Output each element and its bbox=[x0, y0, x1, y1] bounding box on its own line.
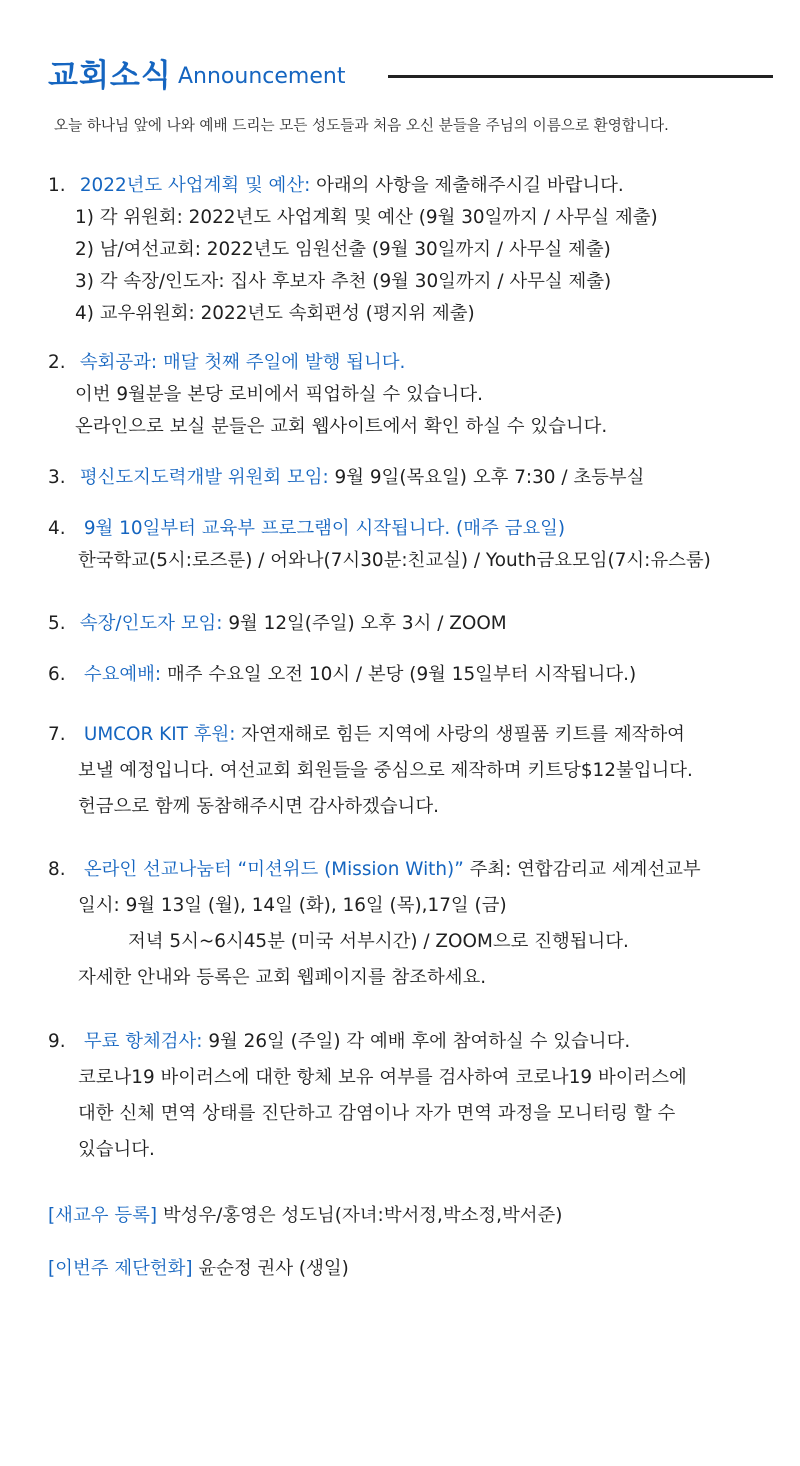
altar-flowers-text: 윤순정 권사 (생일) bbox=[192, 1258, 349, 1279]
title-divider bbox=[388, 75, 773, 78]
item-number: 4. bbox=[48, 518, 66, 539]
item-text: 9월 26일 (주일) 각 예배 후에 참여하실 수 있습니다. bbox=[202, 1031, 631, 1052]
item-subline: 코로나19 바이러스에 대한 항체 보유 여부를 검사하여 코로나19 바이러스에 bbox=[78, 1067, 687, 1088]
new-member-text: 박성우/홍영은 성도님(자녀:박서정,박소정,박서준) bbox=[157, 1205, 563, 1226]
item-subline: 자세한 안내와 등록은 교회 웹페이지를 참조하세요. bbox=[78, 967, 487, 988]
item-title: 무료 항체검사: bbox=[83, 1031, 203, 1052]
item-number: 5. bbox=[48, 613, 66, 634]
announcement-item-8 bbox=[48, 852, 778, 996]
announcement-item-3 bbox=[48, 462, 778, 494]
item-number: 9. bbox=[48, 1031, 66, 1052]
item-subline: 보낼 예정입니다. 여선교회 회원들을 중심으로 제작하며 키트당$12불입니다. bbox=[78, 760, 693, 781]
item-number: 3. bbox=[48, 467, 66, 488]
item-subline: 저녁 5시~6시45분 (미국 서부시간) / ZOOM으로 진행됩니다. bbox=[128, 931, 629, 952]
item-title: 2022년도 사업계획 및 예산: bbox=[79, 175, 311, 196]
item-number: 2. bbox=[48, 352, 66, 373]
item-number: 6. bbox=[48, 664, 66, 685]
item-subline: 3) 각 속장/인도자: 집사 후보자 추천 (9월 30일까지 / 사무실 제출) bbox=[75, 271, 612, 292]
announcement-item-5 bbox=[48, 608, 778, 640]
item-subline: 일시: 9월 13일 (월), 14일 (화), 16일 (목),17일 (금) bbox=[78, 895, 507, 916]
page-subtitle: Announcement bbox=[178, 64, 346, 89]
item-subline: 이번 9월분을 본당 로비에서 픽업하실 수 있습니다. bbox=[75, 384, 483, 405]
item-title: 9월 10일부터 교육부 프로그램이 시작됩니다. (매주 금요일) bbox=[83, 518, 566, 539]
item-title: 속회공과: 매달 첫째 주일에 발행 됩니다. bbox=[79, 352, 406, 373]
altar-flowers-label: [이번주 제단헌화] bbox=[48, 1258, 193, 1279]
item-subline: 헌금으로 함께 동참해주시면 감사하겠습니다. bbox=[78, 796, 439, 817]
announcement-item-4 bbox=[48, 513, 778, 577]
item-subline: 대한 신체 면역 상태를 진단하고 감염이나 자가 면역 과정을 모니터링 할 수 bbox=[78, 1103, 676, 1124]
item-title: UMCOR KIT 후원: bbox=[83, 724, 236, 745]
announcement-item-2 bbox=[48, 347, 778, 443]
item-text: 9월 12일(주일) 오후 3시 / ZOOM bbox=[222, 613, 507, 634]
announcement-item-1 bbox=[48, 170, 778, 330]
item-subline: 온라인으로 보실 분들은 교회 웹사이트에서 확인 하실 수 있습니다. bbox=[75, 416, 608, 437]
item-subline: 2) 남/여선교회: 2022년도 임원선출 (9월 30일까지 / 사무실 제출) bbox=[75, 239, 611, 260]
item-number: 8. bbox=[48, 859, 66, 880]
item-text: 주최: 연합감리교 세계선교부 bbox=[463, 859, 701, 880]
page-title: 교회소식 bbox=[48, 58, 172, 94]
item-title: 수요예배: bbox=[83, 664, 162, 685]
item-text: 매주 수요일 오전 10시 / 본당 (9월 15일부터 시작됩니다.) bbox=[161, 664, 637, 685]
item-number: 1. bbox=[48, 175, 66, 196]
announcement-item-9 bbox=[48, 1024, 778, 1168]
item-text: 9월 9일(목요일) 오후 7:30 / 초등부실 bbox=[328, 467, 645, 488]
new-member-label: [새교우 등록] bbox=[48, 1205, 158, 1226]
welcome-message: 오늘 하나님 앞에 나와 예배 드리는 모든 성도들과 처음 오신 분들을 주님의 이름으로 환영합니다. bbox=[54, 117, 669, 134]
item-text: 아래의 사항을 제출해주시길 바랍니다. bbox=[310, 175, 624, 196]
item-subline: 4) 교우위원회: 2022년도 속회편성 (평지위 제출) bbox=[75, 303, 475, 324]
announcement-item-6 bbox=[48, 659, 778, 691]
altar-flowers-notice bbox=[48, 1253, 349, 1285]
item-subline: 있습니다. bbox=[78, 1139, 155, 1160]
item-title: 평신도지도력개발 위원회 모임: bbox=[79, 467, 329, 488]
item-subline: 1) 각 위원회: 2022년도 사업계획 및 예산 (9월 30일까지 / 사무실 제출) bbox=[75, 207, 658, 228]
header bbox=[48, 50, 778, 100]
item-title: 온라인 선교나눔터 “미션위드 (Mission With)” bbox=[83, 859, 464, 880]
new-member-notice bbox=[48, 1200, 562, 1232]
item-subline: 한국학교(5시:로즈룬) / 어와나(7시30분:친교실) / Youth금요모임(7시:유스룸) bbox=[78, 550, 711, 571]
announcement-item-7 bbox=[48, 717, 778, 825]
item-text: 자연재해로 힘든 지역에 사랑의 생필품 키트를 제작하여 bbox=[235, 724, 685, 745]
item-number: 7. bbox=[48, 724, 66, 745]
item-title: 속장/인도자 모임: bbox=[79, 613, 223, 634]
